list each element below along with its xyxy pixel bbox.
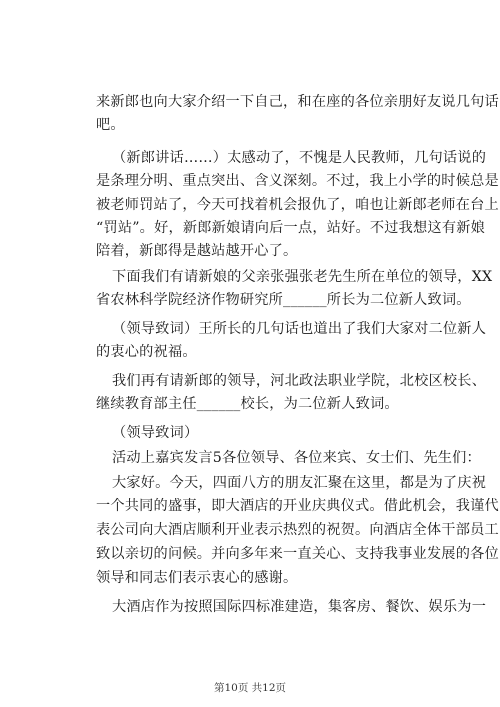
text-line: 陪着，新郎得是越站越开心了。: [96, 243, 298, 259]
text-line: 大酒店作为按照国际四标准建造，集客房、餐饮、娱乐为一: [112, 599, 487, 615]
text-line: 领导和同志们表示衷心的感谢。: [96, 570, 298, 586]
text-line: 的衷心的祝福。: [96, 344, 197, 360]
text-line: 继续教育部主任______校长，为二位新人致词。: [96, 396, 399, 412]
text-line: 吧。: [96, 117, 125, 133]
text-line: “罚站”。好，新郎新娘请向后一点，站好。不过我想这有新娘: [96, 220, 485, 236]
text-line: （新郎讲话……）太感动了，不愧是人民教师，几句话说的: [112, 150, 487, 166]
text-line: 表公司向大酒店顺利开业表示热烈的祝贺。向酒店全体干部员工: [96, 522, 499, 538]
text-line: 致以亲切的问候。并向多年来一直关心、支持我事业发展的各位: [96, 546, 499, 562]
text-line: 一个共同的盛事，即大酒店的开业庆典仪式。借此机会，我谨代: [96, 498, 499, 514]
text-line: 我们再有请新郎的领导，河北政法职业学院，北校区校长、: [112, 373, 487, 389]
text-line: 是条理分明、重点突出、含义深刻。不过，我上小学的时候总是: [96, 173, 499, 189]
text-line: 省农林科学院经济作物研究所______所长为二位新人致词。: [96, 292, 471, 308]
page-footer: 第10页 共12页: [213, 682, 287, 694]
text-line: 来新郎也向大家介绍一下自己，和在座的各位亲朋好友说几句话: [96, 94, 499, 110]
text-line: 活动上嘉宾发言5各位领导、各位来宾、女士们、先生们：: [112, 450, 481, 466]
text-line: 被老师罚站了，今天可找着机会报仇了，咱也让新郎老师在台上: [96, 197, 499, 213]
text-line: （领导致词）: [112, 425, 199, 441]
text-line: 大家好。今天，四面八方的朋友汇聚在这里，都是为了庆祝: [112, 475, 487, 491]
text-line: 下面我们有请新娘的父亲张强张老先生所在单位的领导，XX: [112, 269, 493, 285]
text-line: （领导致词）王所长的几句话也道出了我们大家对二位新人: [112, 321, 487, 337]
